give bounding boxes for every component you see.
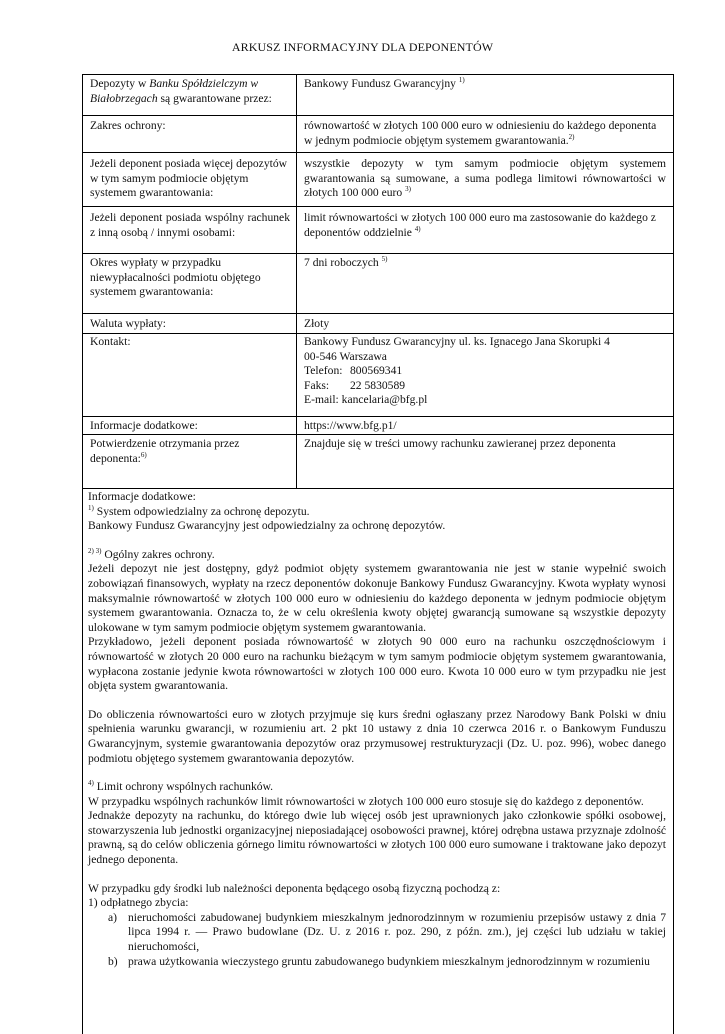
- row-divider: [82, 488, 674, 489]
- note-4-paragraph-4: 1) odpłatnego zbycia:: [88, 896, 189, 910]
- row-guarantor-value: [304, 77, 666, 92]
- list-item-text: nieruchomości zabudowanej budynkiem mieszkalnym jednorodzinnym w rozumieniu przepisów ustawy z dnia 7 lipca 1994 r. — Prawo budowlane (Dz. U. z 2016 r. poz. 290, z późn. zm.), jej części lub udziału w takiej nieruchomości,: [128, 910, 666, 954]
- contact-city: 00-546 Warszawa: [304, 349, 387, 363]
- phone-number: 800569341: [350, 364, 403, 378]
- note-2-3-paragraph-2: Przykładowo, jeżeli deponent posiada równowartość w złotych 90 000 euro na rachunku oszczędnościowym i równowartość w złotych 20 000 euro na rachunku bieżącym w tym samym podmiocie objętym systemem gwarantowania, wypłacona zostanie jedynie kwota równowartości w złotych 100 000 euro. Kwota 10 000 euro w tym przypadku nie jest objęta system gwarantowania.: [88, 635, 666, 693]
- bank-name: Banku Spółdzielczym w Białobrzegach: [90, 77, 259, 105]
- note-4-paragraph-1: W przypadku wspólnych rachunków limit równowartości w złotych 100 000 euro stosuje się do każdego z deponentów.: [88, 794, 644, 808]
- contact-fax: [304, 379, 666, 394]
- row-scope-label: Zakres ochrony:: [90, 119, 166, 132]
- footnote-ref: 5): [381, 255, 388, 263]
- value-text: równowartość w złotych 100 000 euro w odniesieniu do każdego deponenta w jednym podmiocie objętym systemem gwarantowania.: [304, 119, 657, 147]
- fax-number: 22 5830589: [350, 378, 406, 392]
- row-divider: [82, 416, 674, 417]
- row-multiple-deposits-value: [304, 157, 666, 201]
- label-text: Potwierdzenie otrzymania przez deponenta:: [90, 437, 240, 465]
- row-multiple-deposits-label: Jeżeli deponent posiada więcej depozytów w tym samym podmiocie objętym systemem gwarantowania:: [90, 157, 288, 200]
- footnote-marker: 2) 3): [88, 546, 102, 555]
- list-item-label: b): [108, 954, 118, 968]
- list-item: [88, 955, 666, 970]
- list-item: [88, 911, 666, 955]
- note-4-paragraph-2: Jednakże depozyty na rachunku, do którego dwie lub więcej osób jest uprawnionych jako członkowie spółki osobowej, stowarzyszenia lub jednostki organizacyjnej nieposiadającej osobowości prawnej, której odrębna ustawa przyznaje zdolność prawną, są do celów obliczenia górnego limitu równowartości w złotych 100 000 euro sumowane i traktowane jako depozyt jednego deponenta.: [88, 809, 666, 867]
- note-4-paragraph-3: W przypadku gdy środki lub należności deponenta będącego osobą fizyczną pochodzą z:: [88, 881, 501, 895]
- additional-info-section: [88, 490, 666, 969]
- row-divider: [82, 313, 674, 314]
- row-joint-account-label: Jeżeli deponent posiada wspólny rachunek z inną osobą / innymi osobami:: [90, 211, 290, 239]
- contact-address: Bankowy Fundusz Gwarancyjny ul. ks. Ignacego Jana Skorupki 4: [304, 335, 610, 348]
- row-joint-account-value: [304, 211, 666, 240]
- note-4-title: [88, 780, 666, 795]
- footnote-ref: 3): [405, 185, 411, 194]
- row-divider: [82, 115, 674, 116]
- list-item-label: a): [108, 910, 118, 924]
- value-text: Bankowy Fundusz Gwarancyjny: [304, 77, 456, 90]
- row-divider: [82, 206, 674, 207]
- note-1-title: [88, 505, 666, 520]
- row-confirmation-label: [90, 437, 290, 466]
- note-title-text: Limit ochrony wspólnych rachunków.: [93, 780, 274, 794]
- row-divider: [82, 152, 674, 153]
- footnote-marker: 1): [88, 503, 94, 512]
- footnote-marker: 4): [88, 779, 94, 788]
- document-title: ARKUSZ INFORMACYJNY DLA DEPONENTÓW: [231, 40, 494, 54]
- column-divider: [296, 74, 297, 488]
- row-guarantor-label: [90, 77, 290, 106]
- row-divider: [82, 333, 674, 334]
- row-contact-label: Kontakt:: [90, 335, 131, 348]
- row-contact-value: [304, 335, 666, 408]
- row-payout-period-label: Okres wypłaty w przypadku niewypłacalności podmiotu objętego systemem gwarantowania:: [90, 256, 261, 299]
- row-scope-value: [304, 119, 666, 148]
- footnote-ref: 1): [458, 76, 465, 84]
- bfg-website-link[interactable]: https://www.bfg.p1/: [304, 419, 397, 432]
- row-divider: [82, 434, 674, 435]
- row-confirmation-value: Znajduje się w treści umowy rachunku zawieranej przez deponenta: [304, 437, 616, 450]
- row-currency-value: Złoty: [304, 317, 330, 330]
- value-text: wszystkie depozyty w tym samym podmiocie objętym systemem gwarantowania są sumowane, a suma podlega limitowi równowartości w złotych 100 000 euro: [304, 157, 666, 200]
- list-item-text: prawa użytkowania wieczystego gruntu zabudowanego budynkiem mieszkalnym jednorodzinnym w rozumieniu: [128, 954, 650, 968]
- sale-items-list: [88, 911, 666, 969]
- row-payout-period-value: [304, 256, 666, 271]
- contact-email: E-mail: kancelaria@bfg.pl: [304, 393, 428, 407]
- contact-phone: [304, 364, 666, 379]
- footnote-ref: 4): [414, 224, 421, 233]
- label-text: są gwarantowane przez:: [157, 91, 272, 105]
- footnote-ref: 2): [568, 132, 575, 141]
- note-title-text: System odpowiedzialny za ochronę depozytu.: [93, 504, 310, 518]
- label-text: Depozyty w: [90, 77, 150, 90]
- footnote-ref: 6): [140, 450, 147, 459]
- value-text: limit równowartości w złotych 100 000 euro ma zastosowanie do każdego z deponentów oddzielnie: [304, 211, 656, 239]
- note-2-3-paragraph-3: Do obliczenia równowartości euro w złotych przyjmuje się kurs średni ogłaszany przez Narodowy Bank Polski w dniu spełnienia warunku gwarancji, w rozumieniu art. 2 pkt 10 ustawy z dnia 10 czerwca 2016 r. o Bankowym Funduszu Gwarancyjnym, systemie gwarantowania depozytów oraz przymusowej restrukturyzacji (Dz. U. poz. 996), wobec danego podmiotu objętego systemem gwarantowania depozytów.: [88, 707, 666, 765]
- section-heading: Informacje dodatkowe:: [88, 490, 196, 503]
- note-title-text: Ogólny zakres ochrony.: [101, 547, 215, 561]
- note-2-3-title: [88, 548, 666, 563]
- value-text: 7 dni roboczych: [304, 256, 379, 269]
- fax-label: Faks:: [304, 378, 330, 392]
- row-additional-info-label: Informacje dodatkowe:: [90, 419, 198, 432]
- row-divider: [82, 253, 674, 254]
- note-2-3-paragraph-1: Jeżeli depozyt nie jest dostępny, gdyż podmiot objęty systemem gwarantowania nie jest w stanie wypełnić swoich zobowiązań finansowych, wypłaty na rzecz deponentów dokonuje Bankowy Fundusz Gwarancyjny. Kwota wypłaty wynosi maksymalnie równowartość w złotych 100 000 euro w odniesieniu do każdego deponenta w jednym podmiocie objętym systemem gwarantowania. Oznacza to, że w celu określenia kwoty objętej gwarancją sumowane są wszystkie depozyty ulokowane w tym samym podmiocie objętym systemem gwarantowania.: [88, 562, 666, 634]
- row-currency-label: Waluta wypłaty:: [90, 317, 167, 330]
- note-1-text: Bankowy Fundusz Gwarancyjny jest odpowiedzialny za ochronę depozytów.: [88, 519, 446, 533]
- phone-label: Telefon:: [304, 364, 343, 378]
